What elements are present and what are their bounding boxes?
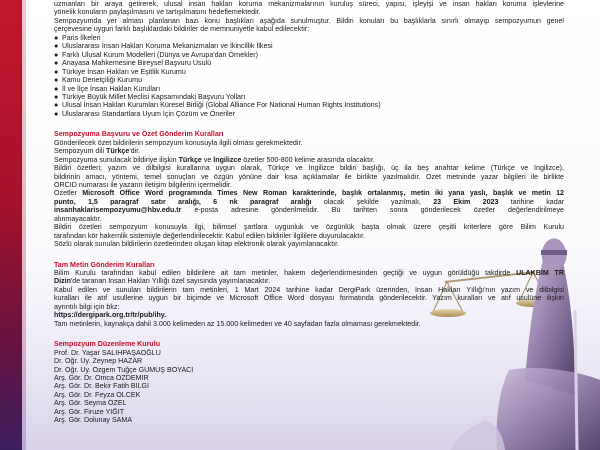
- section-heading-committee: Sempozyum Düzenleme Kurulu: [54, 340, 161, 349]
- paragraph-line: Bildiri özetleri sempozyum konusuyla ilgi, bilimsel şartlara uygunluk ve özgünlük başta olmak üzere çeşitli kriterlere göre Bilim Kurulu: [54, 223, 564, 232]
- committee-member: Dr. Öğr. Üy. Zeynep HAZAR: [54, 357, 143, 366]
- paragraph-line: Dizin'de taranan İnsan Hakları Yıllığı özel sayısında yayımlanacaktır.: [54, 277, 271, 286]
- list-item: ● Uluslararası Standartlara Uyum İçin Çözüm ve Öneriler: [54, 109, 236, 118]
- paragraph-line: Kabul edilen ve sunulan bildirilerin tam metinleri, 1 Mart 2024 tarihine kadar DergiPark üzerinden, İnsan Hakları Yıllığı'nın yazım ve dilbilgisi: [54, 285, 564, 294]
- intro-line: yönelik konuların paylaşılmasını ve tartışılmasını hedeflemektedir.: [54, 8, 261, 17]
- section-heading-submission: Sempozyuma Başvuru ve Özet Gönderim Kuralları: [54, 130, 224, 139]
- bullet-dot-icon: ●: [54, 92, 59, 101]
- bullet-dot-icon: ●: [54, 67, 59, 76]
- intro-line: Sempozyumda yer alması planlanan bazı konu başlıkları aşağıda sunulmuştur. Bildiri konuları bu başlıklarla sınırlı olmayıp sempozyumun genel: [54, 16, 564, 25]
- paragraph-line: Özetler Microsoft Office Word programında Times New Roman karakterinde, başlık ortalanmış, metin iki yana yaslı, başlık ve metin 12: [54, 189, 564, 198]
- fulltext-section: [54, 269, 564, 328]
- bullet-dot-icon: ●: [54, 84, 59, 93]
- paragraph-line: Sempozyum dili Türkçe'dir.: [54, 147, 141, 156]
- bullet-dot-icon: ●: [54, 76, 59, 85]
- bullet-dot-icon: ●: [54, 59, 59, 68]
- committee-member: Prof. Dr. Yaşar SALİHPAŞAOĞLU: [54, 348, 161, 357]
- paragraph-line: insanhaklarisempozyumu@hbv.edu.tr e-posta adresine gönderilmelidir. Bu tarihten sonra gönderilecek özetler değerlendirilmeye: [54, 206, 564, 215]
- paragraph-line: tarafından kör hakemlik sistemiyle değerlendirilecektir. Kabul edilen bildiriler ilgililere duyurulacaktır.: [54, 231, 366, 240]
- committee-member: Arş. Gör. Dr. Omca ÖZDEMİR: [54, 373, 149, 382]
- paragraph-line: bildirinin amacı, yöntemi, temel sonuçları ve özgün yönüne dair kısa açıklamalar ile birlikte yazılmalıdır. Özet metninde yazar bilgileri ile birlikte: [54, 172, 564, 181]
- paragraph-line: kuralları ile atıf usullerine uygun bir biçimde ve Microsoft Office Word dosyası formatında gönderilecektir. Yazım kuralları ve atıf usulüne ilişkin: [54, 294, 564, 303]
- submission-section: [54, 139, 564, 249]
- paragraph-line: Tam metinlerin, kaynakça dahil 3.000 kelimeden az 15.000 kelimeden ve 40 sayfadan fazla olmaması gerekmektedir.: [54, 319, 421, 328]
- intro-section: [54, 0, 564, 34]
- paragraph-line: ayrıntılı bilgi için bkz:: [54, 302, 120, 311]
- bullet-dot-icon: ●: [54, 42, 59, 51]
- bullet-dot-icon: ●: [54, 101, 59, 110]
- list-item: ● Kamu Denetçiliği Kurumu: [54, 76, 143, 85]
- list-item: ● Uluslararası İnsan Hakları Koruma Mekanizmaları ve İkincillik İlkesi: [54, 42, 273, 51]
- paragraph-line: ORCID numarası ile yazarın iletişim bilgilerini içermelidir.: [54, 181, 232, 189]
- list-item: ● Türkiye Büyük Millet Meclisi Kapsamındaki Başvuru Yolları: [54, 92, 246, 101]
- paragraph-line: punto, 1,5 paragraf satır aralığı, 6 nk paragraf aralığı olacak şekilde yazılmalı, 23 Ekim 2023 tarihine kadar: [54, 197, 564, 206]
- list-item: ● Anayasa Mahkemesine Bireysel Başvuru Usulü: [54, 59, 212, 68]
- list-item: ● Türkiye İnsan Hakları ve Eşitlik Kurumu: [54, 67, 186, 76]
- intro-line: uzmanları bir araya getirerek, ulusal insan hakları koruma mekanizmalarının kuruluş süreci, yapısı, işleyişi ve insan hakları koruma işlevlerine: [54, 0, 564, 8]
- committee-member: Arş. Gör. Firuze YİĞİT: [54, 407, 125, 416]
- committee-member: Arş. Gör. Dr. Feyza ÖLCEK: [54, 390, 141, 399]
- committee-list: [54, 349, 564, 425]
- list-item: ● Ulusal İnsan Hakları Kurumları Küresel Birliği (Global Alliance For National Human Rights Institutions): [54, 101, 381, 110]
- paragraph-line: Sempozyuma sunulacak bildiriye ilişkin Türkçe ve İngilizce özetler 500-800 kelime arasında olacaktır.: [54, 155, 375, 164]
- decorative-left-stripe: [22, 0, 26, 450]
- committee-member: Arş. Gör. Dr. Bekir Fatih BİLGİ: [54, 382, 150, 391]
- committee-member: Dr. Öğr. Üy. Özgem Tuğçe GÜMÜŞ BOYACI: [54, 365, 194, 374]
- paragraph-line: Sözlü olarak sunulan bildirilerin özetlerinden oluşan kitap elektronik olarak yayımlanacaktır.: [54, 240, 340, 249]
- paragraph-line: alınmayacaktır.: [54, 214, 102, 223]
- decorative-left-band: [0, 0, 22, 450]
- committee-member: Arş. Gör. Seyma ÖZEL: [54, 399, 127, 408]
- list-item: ● Farklı Ulusal Kurum Modelleri (Dünya ve Avrupa'dan Örnekler): [54, 50, 258, 59]
- journal-link[interactable]: https://dergipark.org.tr/tr/pub/ihy.: [54, 311, 167, 320]
- list-item: ● Paris İlkeleri: [54, 33, 101, 42]
- bullet-dot-icon: ●: [54, 109, 59, 118]
- paragraph-line: Gönderilecek özet bildirilerin sempozyum konusuyla ilgili olması gerekmektedir.: [54, 138, 303, 147]
- bullet-dot-icon: ●: [54, 50, 59, 59]
- committee-member: Arş. Gör. Dolunay SAMA: [54, 416, 133, 425]
- bullet-dot-icon: ●: [54, 33, 59, 42]
- document-body: [54, 0, 564, 425]
- section-heading-fulltext: Tam Metin Gönderim Kuralları: [54, 260, 155, 269]
- paragraph-line: Bildiri özetleri; yazım ve dilbilgisi kurallarına uygun olarak, Türkçe ve İngilizce bildiri başlığı, üç ila beş anahtar kelime (Türkçe ve İngilizce),: [54, 164, 564, 173]
- list-item: ● İl ve İlçe İnsan Hakları Kurulları: [54, 84, 161, 93]
- topic-list: [54, 34, 564, 119]
- paragraph-line: Bilim Kurulu tarafından kabul edilen bildirilere ait tam metinler, hakem değerlendirmesinden geçtiği ve uygun görüldüğü takdirde ULAKBİM TR: [54, 269, 564, 278]
- email-link[interactable]: insanhaklarisempozyumu@hbv.edu.tr: [54, 206, 182, 215]
- intro-line: çerçevesine uygun farklı başlıklardaki bildiriler de memnuniyetle kabul edilecektir:: [54, 25, 310, 34]
